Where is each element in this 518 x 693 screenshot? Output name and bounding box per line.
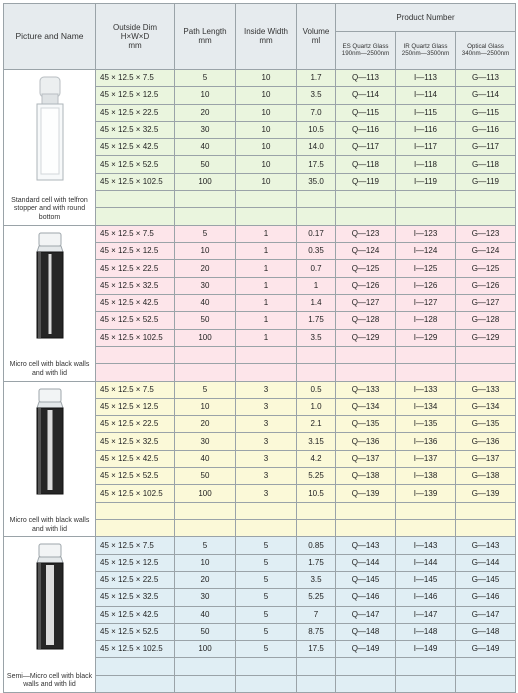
ir-quartz-cell: I—125 — [396, 260, 456, 277]
outside-dim-cell — [96, 346, 175, 363]
optical-glass-cell: G—138 — [456, 468, 516, 485]
optical-glass-cell — [456, 191, 516, 208]
es-quartz-cell: Q—136 — [336, 433, 396, 450]
ir-quartz-cell: I—128 — [396, 312, 456, 329]
inside-width-cell: 5 — [236, 606, 297, 623]
outside-dim-cell: 45 × 12.5 × 32.5 — [96, 121, 175, 138]
micro-cell-icon — [29, 230, 71, 340]
inside-width-cell: 1 — [236, 225, 297, 242]
ir-quartz-cell: I—113 — [396, 70, 456, 87]
ir-quartz-cell — [396, 208, 456, 225]
volume-cell — [297, 208, 336, 225]
optical-glass-cell: G—125 — [456, 260, 516, 277]
optical-glass-header: Optical Glass 340nm—2500nm — [456, 32, 516, 70]
es-quartz-cell: Q—116 — [336, 121, 396, 138]
volume-cell: 10.5 — [297, 121, 336, 138]
es-quartz-cell — [336, 519, 396, 536]
ir-quartz-cell — [396, 675, 456, 692]
outside-dim-cell: 45 × 12.5 × 102.5 — [96, 173, 175, 190]
outside-dim-cell — [96, 519, 175, 536]
inside-width-cell — [236, 191, 297, 208]
cell-picture — [4, 537, 96, 693]
volume-cell: 1.4 — [297, 294, 336, 311]
inside-width-cell: 5 — [236, 623, 297, 640]
optical-glass-cell: G—135 — [456, 416, 516, 433]
outside-dim-cell: 45 × 12.5 × 7.5 — [96, 70, 175, 87]
ir-quartz-cell: I—139 — [396, 485, 456, 502]
ir-quartz-cell: I—137 — [396, 450, 456, 467]
ir-quartz-cell: I—133 — [396, 381, 456, 398]
cell-picture — [4, 70, 96, 226]
volume-cell: 35.0 — [297, 173, 336, 190]
path-length-cell: 5 — [175, 381, 236, 398]
inside-width-cell: 5 — [236, 641, 297, 658]
ir-quartz-cell: I—119 — [396, 173, 456, 190]
volume-cell — [297, 658, 336, 675]
ir-quartz-cell: I—114 — [396, 87, 456, 104]
ir-quartz-cell: I—148 — [396, 623, 456, 640]
optical-glass-cell: G—144 — [456, 554, 516, 571]
inside-width-cell: 5 — [236, 554, 297, 571]
optical-glass-cell: G—116 — [456, 121, 516, 138]
es-quartz-cell — [336, 658, 396, 675]
cuvette-spec-table — [3, 3, 516, 693]
path-length-cell: 10 — [175, 554, 236, 571]
inside-width-cell: 10 — [236, 87, 297, 104]
es-quartz-cell: Q—148 — [336, 623, 396, 640]
volume-header: Volume ml — [297, 4, 336, 70]
path-length-cell: 5 — [175, 70, 236, 87]
volume-cell: 0.35 — [297, 243, 336, 260]
path-length-cell: 40 — [175, 450, 236, 467]
outside-dim-cell: 45 × 12.5 × 12.5 — [96, 554, 175, 571]
ir-quartz-cell — [396, 191, 456, 208]
path-length-cell: 20 — [175, 260, 236, 277]
ir-quartz-cell: I—129 — [396, 329, 456, 346]
optical-glass-cell: G—133 — [456, 381, 516, 398]
optical-glass-cell: G—129 — [456, 329, 516, 346]
table-row — [4, 537, 516, 554]
inside-width-cell: 1 — [236, 243, 297, 260]
ir-quartz-cell: I—147 — [396, 606, 456, 623]
path-length-cell: 40 — [175, 606, 236, 623]
path-length-cell — [175, 346, 236, 363]
standard-cell-icon — [29, 74, 71, 184]
path-length-cell — [175, 658, 236, 675]
optical-glass-cell: G—149 — [456, 641, 516, 658]
es-quartz-cell: Q—145 — [336, 571, 396, 588]
es-quartz-cell: Q—124 — [336, 243, 396, 260]
inside-width-cell: 3 — [236, 381, 297, 398]
outside-dim-cell: 45 × 12.5 × 22.5 — [96, 104, 175, 121]
inside-width-header: Inside Width mm — [236, 4, 297, 70]
es-quartz-cell: Q—125 — [336, 260, 396, 277]
volume-cell: 2.1 — [297, 416, 336, 433]
volume-cell — [297, 502, 336, 519]
outside-dim-cell: 45 × 12.5 × 22.5 — [96, 571, 175, 588]
ir-quartz-cell: I—117 — [396, 139, 456, 156]
path-length-cell: 10 — [175, 87, 236, 104]
es-quartz-cell — [336, 502, 396, 519]
inside-width-cell — [236, 502, 297, 519]
outside-dim-cell: 45 × 12.5 × 102.5 — [96, 329, 175, 346]
table-row — [4, 70, 516, 87]
volume-cell: 5.25 — [297, 468, 336, 485]
path-length-cell: 40 — [175, 294, 236, 311]
es-quartz-cell: Q—138 — [336, 468, 396, 485]
optical-glass-cell: G—119 — [456, 173, 516, 190]
inside-width-cell: 3 — [236, 433, 297, 450]
outside-dim-cell: 45 × 12.5 × 32.5 — [96, 433, 175, 450]
volume-cell: 3.15 — [297, 433, 336, 450]
inside-width-cell: 10 — [236, 121, 297, 138]
optical-glass-cell: G—136 — [456, 433, 516, 450]
outside-dim-cell: 45 × 12.5 × 22.5 — [96, 260, 175, 277]
ir-quartz-cell: I—118 — [396, 156, 456, 173]
path-length-cell: 30 — [175, 121, 236, 138]
es-quartz-cell: Q—149 — [336, 641, 396, 658]
cell-caption: Standard cell with telfron stopper and with round bottom — [11, 196, 88, 222]
volume-cell — [297, 346, 336, 363]
path-length-cell — [175, 191, 236, 208]
path-length-cell — [175, 208, 236, 225]
volume-cell: 7.0 — [297, 104, 336, 121]
outside-dim-cell: 45 × 12.5 × 7.5 — [96, 537, 175, 554]
es-quartz-header: ES Quartz Glass 190nm—2500nm — [336, 32, 396, 70]
path-length-cell: 100 — [175, 173, 236, 190]
optical-glass-cell: G—115 — [456, 104, 516, 121]
volume-cell: 8.75 — [297, 623, 336, 640]
es-quartz-cell: Q—135 — [336, 416, 396, 433]
picture-name-header: Picture and Name — [4, 4, 96, 70]
optical-glass-cell: G—118 — [456, 156, 516, 173]
ir-quartz-cell: I—149 — [396, 641, 456, 658]
optical-glass-cell — [456, 364, 516, 381]
ir-quartz-header: IR Quartz Glass 250nm—3500nm — [396, 32, 456, 70]
path-length-cell — [175, 519, 236, 536]
path-length-cell: 5 — [175, 225, 236, 242]
es-quartz-cell: Q—115 — [336, 104, 396, 121]
path-length-cell: 30 — [175, 433, 236, 450]
volume-cell: 17.5 — [297, 156, 336, 173]
volume-cell: 1.75 — [297, 554, 336, 571]
path-length-cell: 20 — [175, 571, 236, 588]
path-length-header: Path Length mm — [175, 4, 236, 70]
es-quartz-cell — [336, 364, 396, 381]
optical-glass-cell: G—123 — [456, 225, 516, 242]
outside-dim-cell — [96, 364, 175, 381]
volume-cell: 0.5 — [297, 381, 336, 398]
ir-quartz-cell — [396, 658, 456, 675]
outside-dim-cell: 45 × 12.5 × 7.5 — [96, 381, 175, 398]
inside-width-cell: 3 — [236, 398, 297, 415]
volume-cell: 0.7 — [297, 260, 336, 277]
outside-dim-cell — [96, 191, 175, 208]
ir-quartz-cell: I—126 — [396, 277, 456, 294]
es-quartz-cell: Q—119 — [336, 173, 396, 190]
path-length-cell: 50 — [175, 156, 236, 173]
volume-cell: 7 — [297, 606, 336, 623]
optical-glass-cell: G—147 — [456, 606, 516, 623]
inside-width-cell: 1 — [236, 294, 297, 311]
cell-caption: Micro cell with black walls and with lid — [9, 516, 90, 533]
optical-glass-cell — [456, 502, 516, 519]
optical-glass-cell — [456, 208, 516, 225]
es-quartz-cell — [336, 675, 396, 692]
optical-glass-cell — [456, 346, 516, 363]
path-length-cell: 50 — [175, 468, 236, 485]
es-quartz-cell: Q—143 — [336, 537, 396, 554]
table-row — [4, 381, 516, 398]
inside-width-cell: 3 — [236, 416, 297, 433]
inside-width-cell — [236, 346, 297, 363]
ir-quartz-cell: I—144 — [396, 554, 456, 571]
outside-dim-cell: 45 × 12.5 × 52.5 — [96, 623, 175, 640]
es-quartz-cell: Q—133 — [336, 381, 396, 398]
volume-cell: 3.5 — [297, 571, 336, 588]
optical-glass-cell: G—148 — [456, 623, 516, 640]
inside-width-cell — [236, 658, 297, 675]
volume-cell: 14.0 — [297, 139, 336, 156]
inside-width-cell: 1 — [236, 329, 297, 346]
path-length-cell: 10 — [175, 243, 236, 260]
volume-cell — [297, 519, 336, 536]
path-length-cell: 100 — [175, 329, 236, 346]
es-quartz-cell: Q—147 — [336, 606, 396, 623]
volume-cell: 0.17 — [297, 225, 336, 242]
inside-width-cell: 3 — [236, 485, 297, 502]
volume-cell: 3.5 — [297, 87, 336, 104]
outside-dim-header: Outside Dim H×W×D mm — [96, 4, 175, 70]
cell-picture — [4, 381, 96, 537]
optical-glass-cell: G—126 — [456, 277, 516, 294]
volume-cell: 1.0 — [297, 398, 336, 415]
outside-dim-cell: 45 × 12.5 × 7.5 — [96, 225, 175, 242]
outside-dim-cell: 45 × 12.5 × 32.5 — [96, 277, 175, 294]
path-length-cell — [175, 364, 236, 381]
es-quartz-cell: Q—129 — [336, 329, 396, 346]
optical-glass-cell: G—137 — [456, 450, 516, 467]
inside-width-cell — [236, 208, 297, 225]
volume-cell: 0.85 — [297, 537, 336, 554]
volume-cell: 4.2 — [297, 450, 336, 467]
ir-quartz-cell: I—116 — [396, 121, 456, 138]
optical-glass-cell: G—139 — [456, 485, 516, 502]
es-quartz-cell — [336, 208, 396, 225]
ir-quartz-cell: I—134 — [396, 398, 456, 415]
volume-cell — [297, 364, 336, 381]
path-length-cell: 20 — [175, 104, 236, 121]
inside-width-cell — [236, 675, 297, 692]
es-quartz-cell: Q—134 — [336, 398, 396, 415]
outside-dim-cell: 45 × 12.5 × 52.5 — [96, 156, 175, 173]
volume-cell: 5.25 — [297, 589, 336, 606]
optical-glass-cell: G—134 — [456, 398, 516, 415]
path-length-cell: 30 — [175, 277, 236, 294]
es-quartz-cell: Q—128 — [336, 312, 396, 329]
inside-width-cell: 5 — [236, 589, 297, 606]
volume-cell: 1.7 — [297, 70, 336, 87]
table-row — [4, 225, 516, 242]
ir-quartz-cell: I—135 — [396, 416, 456, 433]
micro-cell-icon — [29, 386, 71, 496]
path-length-cell — [175, 675, 236, 692]
outside-dim-cell: 45 × 12.5 × 42.5 — [96, 606, 175, 623]
optical-glass-cell: G—117 — [456, 139, 516, 156]
path-length-cell: 10 — [175, 398, 236, 415]
es-quartz-cell — [336, 191, 396, 208]
optical-glass-cell — [456, 519, 516, 536]
es-quartz-cell: Q—137 — [336, 450, 396, 467]
ir-quartz-cell: I—136 — [396, 433, 456, 450]
ir-quartz-cell: I—123 — [396, 225, 456, 242]
es-quartz-cell: Q—118 — [336, 156, 396, 173]
es-quartz-cell: Q—114 — [336, 87, 396, 104]
outside-dim-cell: 45 × 12.5 × 52.5 — [96, 312, 175, 329]
inside-width-cell: 1 — [236, 260, 297, 277]
es-quartz-cell: Q—127 — [336, 294, 396, 311]
volume-cell: 10.5 — [297, 485, 336, 502]
optical-glass-cell: G—127 — [456, 294, 516, 311]
outside-dim-cell: 45 × 12.5 × 102.5 — [96, 485, 175, 502]
es-quartz-cell: Q—123 — [336, 225, 396, 242]
path-length-cell — [175, 502, 236, 519]
volume-cell — [297, 191, 336, 208]
path-length-cell: 30 — [175, 589, 236, 606]
ir-quartz-cell: I—124 — [396, 243, 456, 260]
outside-dim-cell: 45 × 12.5 × 42.5 — [96, 139, 175, 156]
ir-quartz-cell — [396, 364, 456, 381]
ir-quartz-cell — [396, 519, 456, 536]
path-length-cell: 100 — [175, 485, 236, 502]
outside-dim-cell — [96, 675, 175, 692]
optical-glass-cell: G—114 — [456, 87, 516, 104]
cell-caption: Semi—Micro cell with black walls and with lid — [6, 672, 93, 689]
inside-width-cell: 3 — [236, 450, 297, 467]
inside-width-cell: 1 — [236, 312, 297, 329]
optical-glass-cell — [456, 658, 516, 675]
outside-dim-cell: 45 × 12.5 × 12.5 — [96, 398, 175, 415]
outside-dim-cell: 45 × 12.5 × 32.5 — [96, 589, 175, 606]
es-quartz-cell: Q—146 — [336, 589, 396, 606]
header-row-top — [4, 4, 516, 32]
outside-dim-cell: 45 × 12.5 × 42.5 — [96, 450, 175, 467]
ir-quartz-cell — [396, 502, 456, 519]
ir-quartz-cell: I—138 — [396, 468, 456, 485]
cell-caption: Micro cell with black walls and with lid — [9, 361, 90, 377]
cell-picture — [4, 225, 96, 381]
optical-glass-cell: G—124 — [456, 243, 516, 260]
outside-dim-cell: 45 × 12.5 × 12.5 — [96, 87, 175, 104]
path-length-cell: 20 — [175, 416, 236, 433]
optical-glass-cell — [456, 675, 516, 692]
ir-quartz-cell: I—146 — [396, 589, 456, 606]
ir-quartz-cell — [396, 346, 456, 363]
optical-glass-cell: G—146 — [456, 589, 516, 606]
optical-glass-cell: G—145 — [456, 571, 516, 588]
inside-width-cell: 1 — [236, 277, 297, 294]
optical-glass-cell: G—143 — [456, 537, 516, 554]
outside-dim-cell: 45 × 12.5 × 102.5 — [96, 641, 175, 658]
inside-width-cell: 10 — [236, 70, 297, 87]
path-length-cell: 100 — [175, 641, 236, 658]
outside-dim-cell: 45 × 12.5 × 12.5 — [96, 243, 175, 260]
es-quartz-cell — [336, 346, 396, 363]
inside-width-cell — [236, 364, 297, 381]
es-quartz-cell: Q—144 — [336, 554, 396, 571]
volume-cell — [297, 675, 336, 692]
outside-dim-cell: 45 × 12.5 × 42.5 — [96, 294, 175, 311]
outside-dim-cell: 45 × 12.5 × 52.5 — [96, 468, 175, 485]
es-quartz-cell: Q—139 — [336, 485, 396, 502]
outside-dim-cell — [96, 502, 175, 519]
path-length-cell: 5 — [175, 537, 236, 554]
inside-width-cell: 5 — [236, 537, 297, 554]
inside-width-cell: 3 — [236, 468, 297, 485]
product-number-header: Product Number — [336, 4, 516, 32]
inside-width-cell: 5 — [236, 571, 297, 588]
ir-quartz-cell: I—115 — [396, 104, 456, 121]
volume-cell: 3.5 — [297, 329, 336, 346]
spec-table-body — [4, 70, 516, 693]
path-length-cell: 40 — [175, 139, 236, 156]
volume-cell: 1.75 — [297, 312, 336, 329]
outside-dim-cell — [96, 658, 175, 675]
volume-cell: 17.5 — [297, 641, 336, 658]
optical-glass-cell: G—113 — [456, 70, 516, 87]
volume-cell: 1 — [297, 277, 336, 294]
inside-width-cell: 10 — [236, 173, 297, 190]
es-quartz-cell: Q—113 — [336, 70, 396, 87]
optical-glass-cell: G—128 — [456, 312, 516, 329]
outside-dim-cell — [96, 208, 175, 225]
ir-quartz-cell: I—127 — [396, 294, 456, 311]
inside-width-cell: 10 — [236, 156, 297, 173]
es-quartz-cell: Q—117 — [336, 139, 396, 156]
inside-width-cell: 10 — [236, 139, 297, 156]
ir-quartz-cell: I—143 — [396, 537, 456, 554]
ir-quartz-cell: I—145 — [396, 571, 456, 588]
path-length-cell: 50 — [175, 623, 236, 640]
inside-width-cell: 10 — [236, 104, 297, 121]
outside-dim-cell: 45 × 12.5 × 22.5 — [96, 416, 175, 433]
es-quartz-cell: Q—126 — [336, 277, 396, 294]
path-length-cell: 50 — [175, 312, 236, 329]
semi-micro-cell-icon — [29, 541, 71, 651]
inside-width-cell — [236, 519, 297, 536]
